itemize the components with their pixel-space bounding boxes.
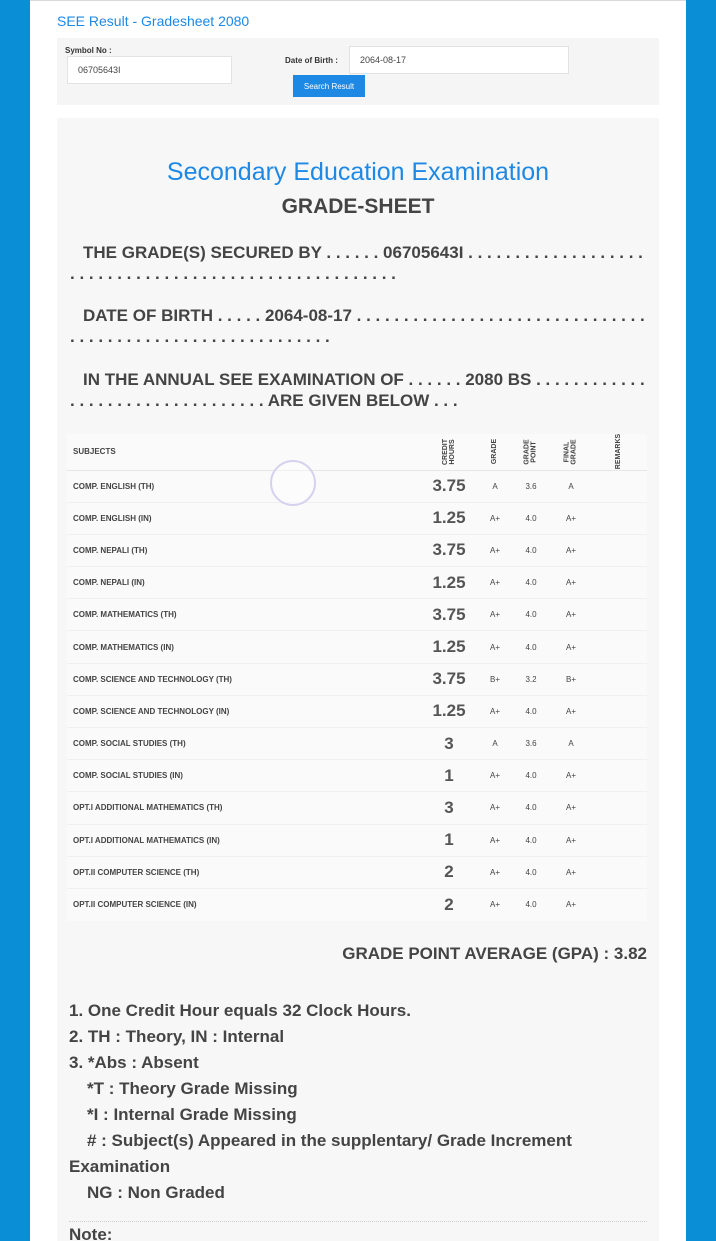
dob-label: Date of Birth : xyxy=(285,56,338,65)
loading-spinner-icon xyxy=(270,460,316,506)
cell-final: A+ xyxy=(551,760,591,792)
cell-subject: COMP. SCIENCE AND TECHNOLOGY (TH) xyxy=(67,663,419,695)
cell-point: 3.2 xyxy=(511,663,551,695)
page-title: SEE Result - Gradesheet 2080 xyxy=(57,13,250,29)
header-subjects: SUBJECTS xyxy=(67,434,419,470)
header-final-grade xyxy=(551,434,591,470)
header-gp-line1: GRADE xyxy=(524,439,531,465)
cell-final: A+ xyxy=(551,888,591,920)
cell-subject: COMP. SCIENCE AND TECHNOLOGY (IN) xyxy=(67,695,419,727)
exam-text: IN THE ANNUAL SEE EXAMINATION OF . . . . . . 2080 BS . . . . . . . . . . . . . . . . . . . . . . . . . . . . . . . . . ARE GIVEN BELOW . . . xyxy=(70,370,645,410)
search-result-button[interactable]: Search Result xyxy=(293,75,365,97)
table-row xyxy=(67,567,647,599)
note-item: *I : Internal Grade Missing xyxy=(87,1105,297,1124)
cell-final: A+ xyxy=(551,567,591,599)
table-row xyxy=(67,856,647,888)
table-row xyxy=(67,470,647,502)
cell-remarks xyxy=(591,663,647,695)
cell-point: 4.0 xyxy=(511,760,551,792)
gradesheet-title: GRADE-SHEET xyxy=(281,195,435,218)
search-panel xyxy=(57,38,659,105)
cell-final: A+ xyxy=(551,631,591,663)
note-item: 3. *Abs : Absent xyxy=(69,1053,199,1072)
page-container xyxy=(30,0,686,1241)
cell-subject: COMP. NEPALI (IN) xyxy=(67,567,419,599)
cell-point: 4.0 xyxy=(511,695,551,727)
cell-point: 4.0 xyxy=(511,567,551,599)
cell-point: 4.0 xyxy=(511,856,551,888)
cell-subject: COMP. ENGLISH (IN) xyxy=(67,502,419,534)
cell-grade: A+ xyxy=(479,824,511,856)
cell-grade: A+ xyxy=(479,599,511,631)
note-label: Note: xyxy=(69,1225,113,1241)
cell-grade: A+ xyxy=(479,695,511,727)
cell-point: 4.0 xyxy=(511,824,551,856)
cell-final: A+ xyxy=(551,792,591,824)
cell-remarks xyxy=(591,631,647,663)
note-item: 1. One Credit Hour equals 32 Clock Hours. xyxy=(69,1001,411,1020)
cell-final: A+ xyxy=(551,599,591,631)
cell-grade: A+ xyxy=(479,856,511,888)
note-item: Examination xyxy=(69,1157,171,1176)
cell-point: 3.6 xyxy=(511,728,551,760)
cell-subject: OPT.II COMPUTER SCIENCE (IN) xyxy=(67,888,419,920)
cell-remarks xyxy=(591,792,647,824)
dob-input[interactable]: 2064-08-17 xyxy=(349,46,569,74)
cell-remarks xyxy=(591,760,647,792)
note-item: *T : Theory Grade Missing xyxy=(87,1079,298,1098)
cell-point: 4.0 xyxy=(511,502,551,534)
cell-final: A+ xyxy=(551,695,591,727)
cell-credit: 3 xyxy=(419,728,479,760)
cell-remarks xyxy=(591,599,647,631)
cell-subject: COMP. NEPALI (TH) xyxy=(67,534,419,566)
cell-remarks xyxy=(591,502,647,534)
cell-credit: 3.75 xyxy=(419,663,479,695)
cell-remarks xyxy=(591,470,647,502)
cell-grade: A+ xyxy=(479,760,511,792)
cell-credit: 1.25 xyxy=(419,502,479,534)
cell-credit: 2 xyxy=(419,888,479,920)
cell-final: A+ xyxy=(551,502,591,534)
cell-grade: A+ xyxy=(479,534,511,566)
cell-subject: OPT.I ADDITIONAL MATHEMATICS (TH) xyxy=(67,792,419,824)
grades-table xyxy=(67,434,647,921)
cell-subject: COMP. MATHEMATICS (TH) xyxy=(67,599,419,631)
header-credit-line2: HOURS xyxy=(449,439,456,465)
dob-text: DATE OF BIRTH . . . . . 2064-08-17 . . . . . . . . . . . . . . . . . . . . . . . . . . . . . . . . . . . . . . . . . . . . . . . . . . . . . . . . . . . xyxy=(70,306,645,346)
secured-by-line xyxy=(70,242,652,284)
symbol-label: Symbol No : xyxy=(65,46,112,55)
table-row xyxy=(67,599,647,631)
table-row xyxy=(67,760,647,792)
cell-subject: COMP. SOCIAL STUDIES (TH) xyxy=(67,728,419,760)
table-row xyxy=(67,792,647,824)
header-remarks xyxy=(591,434,647,470)
cell-final: B+ xyxy=(551,663,591,695)
cell-subject: COMP. SOCIAL STUDIES (IN) xyxy=(67,760,419,792)
table-row xyxy=(67,888,647,920)
cell-credit: 1.25 xyxy=(419,631,479,663)
cell-final: A+ xyxy=(551,824,591,856)
header-final-line1: FINAL xyxy=(564,441,571,463)
gradesheet xyxy=(57,118,659,1241)
table-header-row xyxy=(67,434,647,470)
cell-grade: A+ xyxy=(479,567,511,599)
cell-credit: 3.75 xyxy=(419,470,479,502)
cell-grade: A+ xyxy=(479,792,511,824)
cell-final: A xyxy=(551,470,591,502)
cell-point: 4.0 xyxy=(511,599,551,631)
cell-credit: 3.75 xyxy=(419,599,479,631)
cell-remarks xyxy=(591,534,647,566)
cell-grade: A+ xyxy=(479,502,511,534)
cell-final: A xyxy=(551,728,591,760)
cell-final: A+ xyxy=(551,534,591,566)
cell-credit: 1 xyxy=(419,824,479,856)
cell-point: 4.0 xyxy=(511,888,551,920)
table-row xyxy=(67,663,647,695)
header-remarks-text: REMARKS xyxy=(615,434,623,470)
cell-point: 4.0 xyxy=(511,534,551,566)
symbol-input[interactable]: 06705643I xyxy=(67,56,232,84)
cell-subject: COMP. MATHEMATICS (IN) xyxy=(67,631,419,663)
cell-remarks xyxy=(591,824,647,856)
cell-credit: 2 xyxy=(419,856,479,888)
cell-remarks xyxy=(591,856,647,888)
cell-credit: 1.25 xyxy=(419,695,479,727)
header-credit-hours xyxy=(419,434,479,470)
note-item: 2. TH : Theory, IN : Internal xyxy=(69,1027,285,1046)
cell-remarks xyxy=(591,567,647,599)
legend-notes xyxy=(69,998,629,1206)
cell-credit: 3.75 xyxy=(419,534,479,566)
table-row xyxy=(67,695,647,727)
cell-final: A+ xyxy=(551,856,591,888)
cell-subject: OPT.II COMPUTER SCIENCE (TH) xyxy=(67,856,419,888)
cell-grade: B+ xyxy=(479,663,511,695)
cell-grade: A xyxy=(479,728,511,760)
cell-subject: OPT.I ADDITIONAL MATHEMATICS (IN) xyxy=(67,824,419,856)
exam-line xyxy=(70,369,652,411)
cell-grade: A xyxy=(479,470,511,502)
cell-point: 3.6 xyxy=(511,470,551,502)
header-final-line2: GRADE xyxy=(571,439,578,465)
cell-credit: 1 xyxy=(419,760,479,792)
cell-credit: 1.25 xyxy=(419,567,479,599)
header-grade-text: GRADE xyxy=(491,439,499,465)
cell-credit: 3 xyxy=(419,792,479,824)
table-row xyxy=(67,502,647,534)
header-grade xyxy=(479,434,511,470)
cell-point: 4.0 xyxy=(511,631,551,663)
table-row xyxy=(67,728,647,760)
cell-grade: A+ xyxy=(479,631,511,663)
note-item: NG : Non Graded xyxy=(87,1183,225,1202)
dob-line xyxy=(70,305,652,347)
cell-point: 4.0 xyxy=(511,792,551,824)
cell-subject: COMP. ENGLISH (TH) xyxy=(67,470,419,502)
table-row xyxy=(67,631,647,663)
divider xyxy=(69,1221,647,1222)
secured-by-text: THE GRADE(S) SECURED BY . . . . . . 06705643I . . . . . . . . . . . . . . . . . . . . . . . . . . . . . . . . . . . . . . . . . . . . . . . . . . . . . . xyxy=(70,243,643,283)
table-row xyxy=(67,534,647,566)
cell-remarks xyxy=(591,728,647,760)
cell-remarks xyxy=(591,888,647,920)
cell-grade: A+ xyxy=(479,888,511,920)
header-grade-point xyxy=(511,434,551,470)
header-gp-line2: POINT xyxy=(531,441,538,463)
gpa-summary: GRADE POINT AVERAGE (GPA) : 3.82 xyxy=(342,944,647,963)
cell-remarks xyxy=(591,695,647,727)
exam-title: Secondary Education Examination xyxy=(166,158,550,186)
header-credit-line1: CREDIT xyxy=(442,438,449,465)
table-row xyxy=(67,824,647,856)
note-item: # : Subject(s) Appeared in the supplentary/ Grade Increment xyxy=(87,1131,572,1150)
